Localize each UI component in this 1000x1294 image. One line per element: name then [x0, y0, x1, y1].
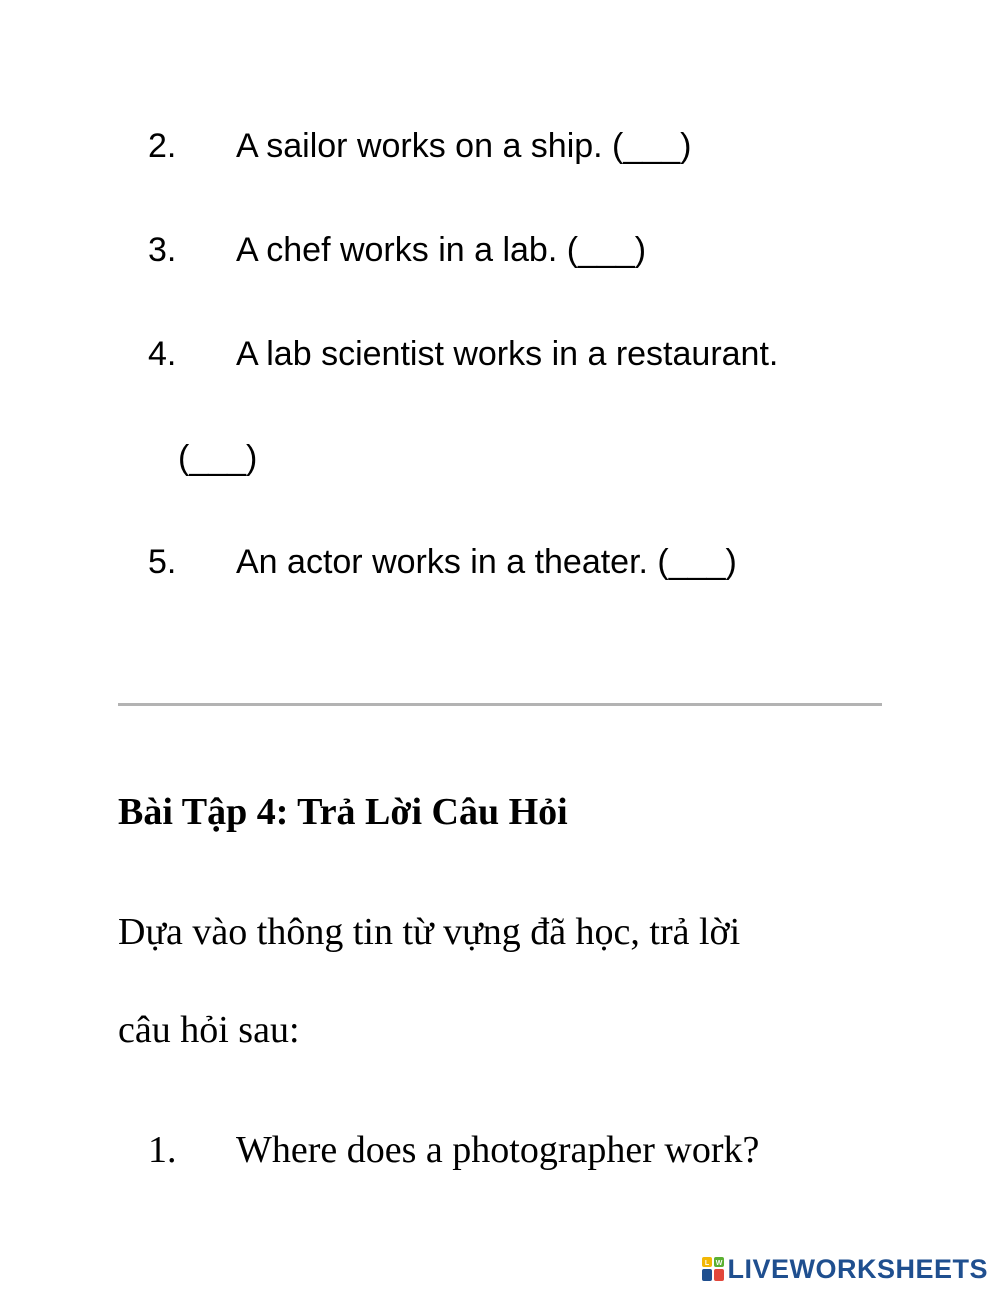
list-item-continuation: (___): [178, 439, 258, 477]
list-item-number: 2.: [148, 127, 177, 165]
svg-text:W: W: [716, 1260, 723, 1267]
section-heading: Bài Tập 4: Trả Lời Câu Hỏi: [118, 791, 568, 833]
list-item-text: An actor works in a theater. (___): [236, 543, 737, 581]
question-text: Where does a photographer work?: [236, 1129, 760, 1171]
list-item-text: A sailor works on a ship. (___): [236, 127, 692, 165]
liveworksheets-logo-icon: [702, 1257, 724, 1281]
instruction-text: Dựa vào thông tin từ vựng đã học, trả lời: [118, 911, 741, 953]
list-item-text: A chef works in a lab. (___): [236, 231, 647, 269]
instruction-text: câu hỏi sau:: [118, 1009, 300, 1051]
list-item-number: 3.: [148, 231, 177, 269]
list-item-text: A lab scientist works in a restaurant.: [236, 335, 779, 373]
question-number: 1.: [148, 1129, 177, 1171]
svg-text:L: L: [705, 1260, 710, 1267]
list-item-number: 4.: [148, 335, 177, 373]
list-item-number: 5.: [148, 543, 177, 581]
logo-wordmark: LIVEWORKSHEETS: [727, 1253, 988, 1284]
liveworksheets-logo: [702, 1254, 988, 1284]
section-divider: [118, 703, 882, 706]
